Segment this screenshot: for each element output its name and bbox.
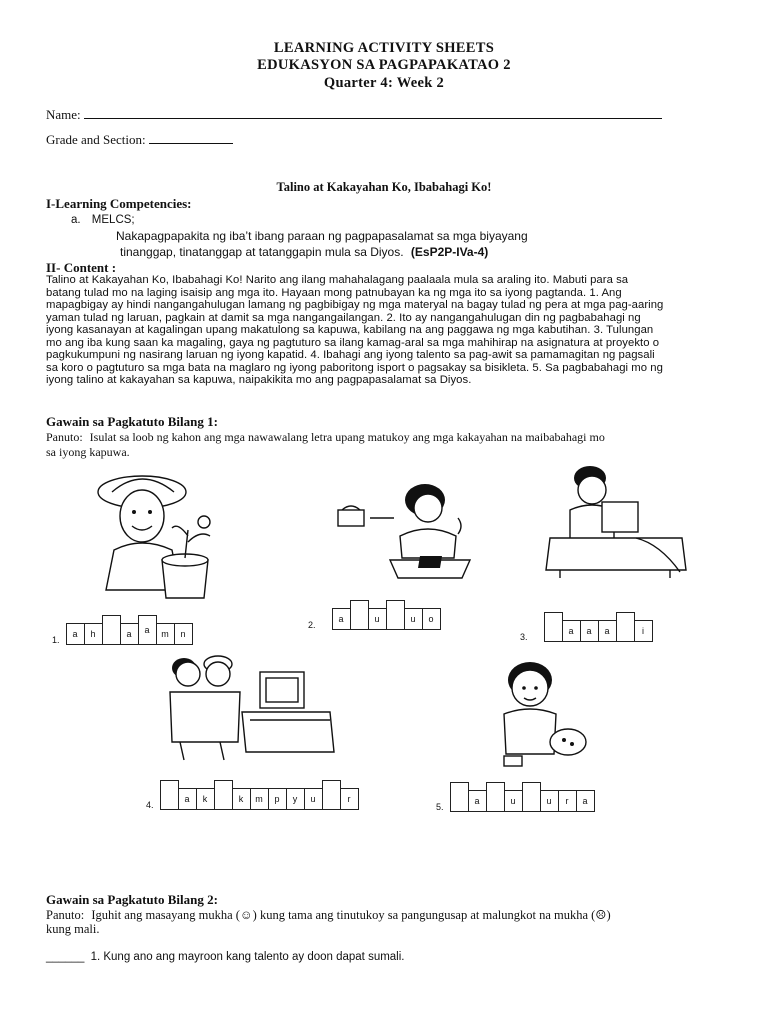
content-line: iyong kasanayan at kagalingan upang makatulong sa kapuwa, kabilang na ang paggawa ng mga kabutihan. 3. Tulungan [46,324,654,336]
letter-box[interactable] [350,600,369,630]
competency-code: (EsP2P-IVa-4) [410,245,489,259]
computer-illustration [160,652,340,764]
item-marker: a. [71,214,81,226]
name-line[interactable] [84,108,662,119]
word-item-3 [520,612,652,642]
letter-box[interactable]: n [174,623,193,645]
instr-line: Iguhit ang masayang mukha (☺) kung tama ang tinutukoy sa pangungusap at malungkot na mukha (☹) [91,908,611,922]
content-line: yaman tulad ng laruan, pagkain at damit sa mga nangangailangan. 2. Ito ay nangangahulugan din ng pagbabahagi ng [46,311,641,324]
content-line: Talino at Kakayahan Ko, Ibabahagi Ko! Narito ang ilang mahahalagang paalaala mula sa araling ito. Mabuti para sa [46,274,629,286]
letter-box[interactable]: m [250,788,269,810]
grade-field[interactable] [46,132,233,148]
letter-box[interactable] [386,600,405,630]
activity2-instructions [46,907,756,923]
melcs-label: MELCS; [91,214,135,226]
letter-box[interactable]: r [340,788,359,810]
instr-label: Panuto: [46,908,85,922]
lesson-title: Talino at Kakayahan Ko, Ibabahagi Ko! [276,180,492,194]
letter-box[interactable]: k [196,788,215,810]
activity1-heading: Gawain sa Pagkatuto Bilang 1: [46,414,218,429]
letter-box[interactable]: u [540,790,559,812]
letter-box[interactable]: u [368,608,387,630]
content-heading: II- Content : [46,260,117,275]
activity2-heading: Gawain sa Pagkatuto Bilang 2: [46,892,218,907]
letter-box[interactable]: y [286,788,305,810]
letter-box[interactable]: r [558,790,577,812]
question-text: 1. Kung ano ang mayroon kang talento ay doon dapat sumali. [90,951,405,963]
activity1-instructions-cont: sa iyong kapuwa. [46,445,130,459]
letter-box[interactable]: i [634,620,653,642]
letter-box[interactable]: a [178,788,197,810]
letter-box[interactable] [214,780,233,810]
word-item-2 [308,600,440,630]
letter-box[interactable] [450,782,469,812]
item-number: 2. [308,620,316,630]
letter-box[interactable]: a [576,790,595,812]
content-line: iyong talino at kakayahan sa kapuwa, naipakikita mo ang pagpapasalamat sa Diyos. [46,374,472,386]
content-line: mapagbigay ay hindi nangangahulugan lamang ng pagbibigay ng mga materyal na bagay tulad ng pera at mga pag-aaring [46,299,664,311]
instr-line: Isulat sa loob ng kahon ang mga nawawalang letra upang matukoy ang mga kakayahan na maibabahagi mo [89,430,605,444]
competencies-heading: I-Learning Competencies: [46,196,192,211]
content-line: sa koro o pagtuturo sa mga bata na maglaro ng iyong paboritong isport o pagsakay sa bisikleta. 5. Sa pagbabahagi mo ng [46,361,663,374]
letter-box[interactable] [102,615,121,645]
letter-box[interactable]: a [120,623,139,645]
word-item-4 [146,780,358,810]
content-paragraph [46,274,746,387]
activity1-instructions [46,430,746,445]
melcs-item [71,214,135,226]
competency-text: tinanggap, tinatanggap at tatanggapin mula sa Diyos. [120,245,404,259]
letter-box[interactable] [522,782,541,812]
letter-box[interactable] [616,612,635,642]
letter-box[interactable]: a [66,623,85,645]
question-1 [46,951,405,963]
letter-box[interactable] [160,780,179,810]
item-number: 3. [520,632,528,642]
letter-box[interactable]: a [562,620,581,642]
sheet-title: LEARNING ACTIVITY SHEETS [273,40,495,56]
letter-box[interactable]: u [404,608,423,630]
letter-box[interactable]: h [84,623,103,645]
subject-title: EDUKASYON SA PAGPAPAKATAO 2 [257,57,511,73]
letter-box[interactable]: a [598,620,617,642]
letter-box[interactable]: a [138,615,157,645]
item-number: 1. [52,635,60,645]
letter-box[interactable]: m [156,623,175,645]
letter-box[interactable]: u [304,788,323,810]
answer-blank[interactable]: ______ [46,951,85,963]
name-label: Name: [46,107,81,122]
content-line: batang tulad mo na laging isaisip ang mga ito. Hayaan mong patnubayan ka ng mga ito sa iyong pagtanda. 1. Ang [46,286,622,299]
letter-box[interactable]: o [422,608,441,630]
word-item-5 [436,782,594,812]
quarter-week: Quarter 4: Week 2 [323,75,445,91]
letter-box[interactable]: p [268,788,287,810]
letter-box[interactable]: a [580,620,599,642]
ironing-illustration [330,478,480,586]
activity2-instructions-cont: kung mali. [46,922,100,936]
competency-line-1: Nakapagpapakita ng iba’t ibang paraan ng pagpapasalamat sa mga biyayang [116,229,528,243]
farmer-plant-illustration [92,470,222,610]
sewing-illustration [540,462,690,580]
grade-label: Grade and Section: [46,132,146,147]
grade-line[interactable] [149,133,233,144]
letter-box[interactable] [544,612,563,642]
competency-line-2 [120,245,488,259]
letter-box[interactable]: u [504,790,523,812]
word-item-1 [52,615,192,645]
content-line: mo ang iba kung saan ka magaling, gaya ng pagtuturo sa ilang kamag-aral sa mga mahihirap na asignatura at proyekto o [46,336,660,349]
name-field[interactable] [46,107,662,123]
letter-box[interactable]: a [332,608,351,630]
letter-box[interactable] [486,782,505,812]
instr-label: Panuto: [46,430,83,444]
letter-box[interactable]: a [468,790,487,812]
letter-box[interactable] [322,780,341,810]
content-line: pagkukumpuni ng nasirang laruan ng iyong kapatid. 4. Ibahagi ang iyong talento sa pag-awit sa pamamagitan ng pagsali [46,349,655,361]
painting-illustration [490,658,610,776]
item-number: 4. [146,800,154,810]
letter-box[interactable]: k [232,788,251,810]
item-number: 5. [436,802,444,812]
